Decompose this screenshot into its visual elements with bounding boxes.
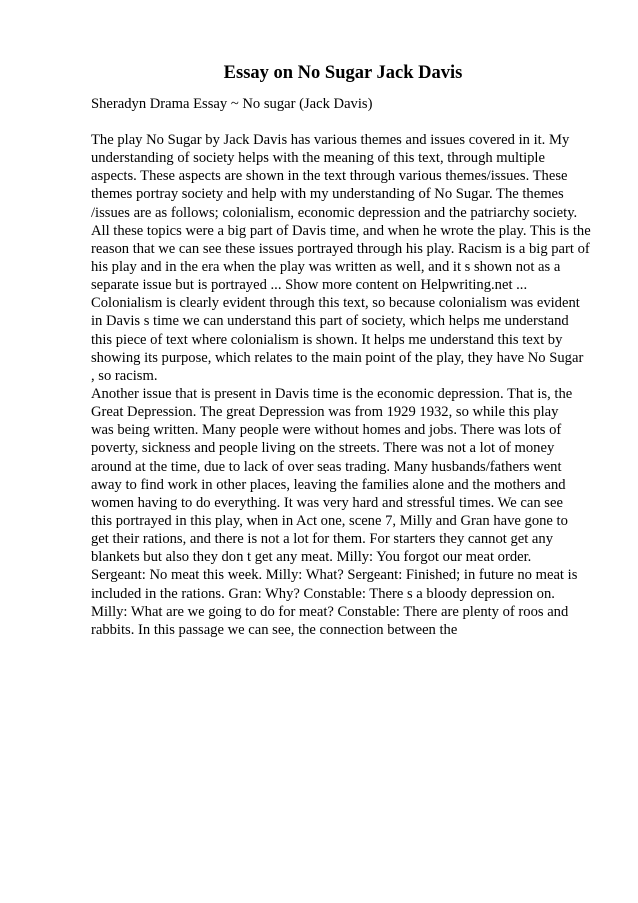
text-line: blankets but also they don t get any meat. Milly: You forgot our meat order. [91, 549, 532, 566]
text-line: aspects. These aspects are shown in the text through various themes/issues. These [91, 168, 568, 185]
text-line: away to find work in other places, leaving the families alone and the mothers and [91, 476, 566, 493]
text-line: reason that we can see these issues portrayed through his play. Racism is a big part of [91, 240, 590, 257]
text-line: separate issue but is portrayed ... Show more content on Helpwriting.net ... [91, 277, 528, 294]
text-line: , so racism. [91, 367, 158, 384]
text-line: The play No Sugar by Jack Davis has various themes and issues covered in it. My [91, 132, 570, 148]
document-title: Essay on No Sugar Jack Davis [223, 63, 463, 83]
text-line: Milly: What are we going to do for meat? Constable: There are plenty of roos and [91, 603, 569, 620]
text-line: this portrayed in this play, when in Act one, scene 7, Milly and Gran have gone to [91, 512, 568, 529]
text-line: Another issue that is present in Davis time is the economic depression. That is, the [91, 386, 573, 402]
text-line: rabbits. In this passage we can see, the connection between the [91, 621, 458, 638]
text-line: in Davis s time we can understand this part of society, which helps me understand [91, 313, 569, 330]
text-line: included in the rations. Gran: Why? Constable: There s a bloody depression on. [91, 585, 555, 602]
text-line: understanding of society helps with the meaning of this text, through multiple [91, 150, 545, 167]
text-line: showing its purpose, which relates to the main point of the play, they have No Sugar [91, 349, 584, 366]
text-line: was being written. Many people were without homes and jobs. There was lots of [91, 422, 562, 439]
text-line: Great Depression. The great Depression was from 1929 1932, so while this play [91, 404, 559, 421]
document-subtitle: Sheradyn Drama Essay ~ No sugar (Jack Davis) [91, 96, 373, 112]
text-line: Sergeant: No meat this week. Milly: What? Sergeant: Finished; in future no meat is [91, 567, 578, 584]
paragraph-1 [91, 131, 601, 385]
text-line: poverty, sickness and people living on the streets. There was not a lot of money [91, 440, 555, 457]
text-line: /issues are as follows; colonialism, economic depression and the patriarchy society. [91, 204, 578, 221]
text-line: get their rations, and there is not a lot for them. For starters they cannot get any [91, 531, 554, 548]
text-line: this piece of text where colonialism is shown. It helps me understand this text by [91, 331, 563, 348]
text-line: his play and in the era when the play was written as well, and it s shown not as a [91, 258, 561, 275]
text-line: women having to do everything. It was very hard and stressful times. We can see [91, 494, 563, 511]
text-line: themes portray society and help with my understanding of No Sugar. The themes [91, 186, 564, 203]
text-line: around at the time, due to lack of over seas trading. Many husbands/fathers went [91, 458, 562, 475]
text-line: All these topics were a big part of Davis time, and when he wrote the play. This is the [91, 222, 591, 239]
text-line: Colonialism is clearly evident through this text, so because colonialism was evident [91, 295, 580, 312]
paragraph-2 [91, 385, 601, 639]
